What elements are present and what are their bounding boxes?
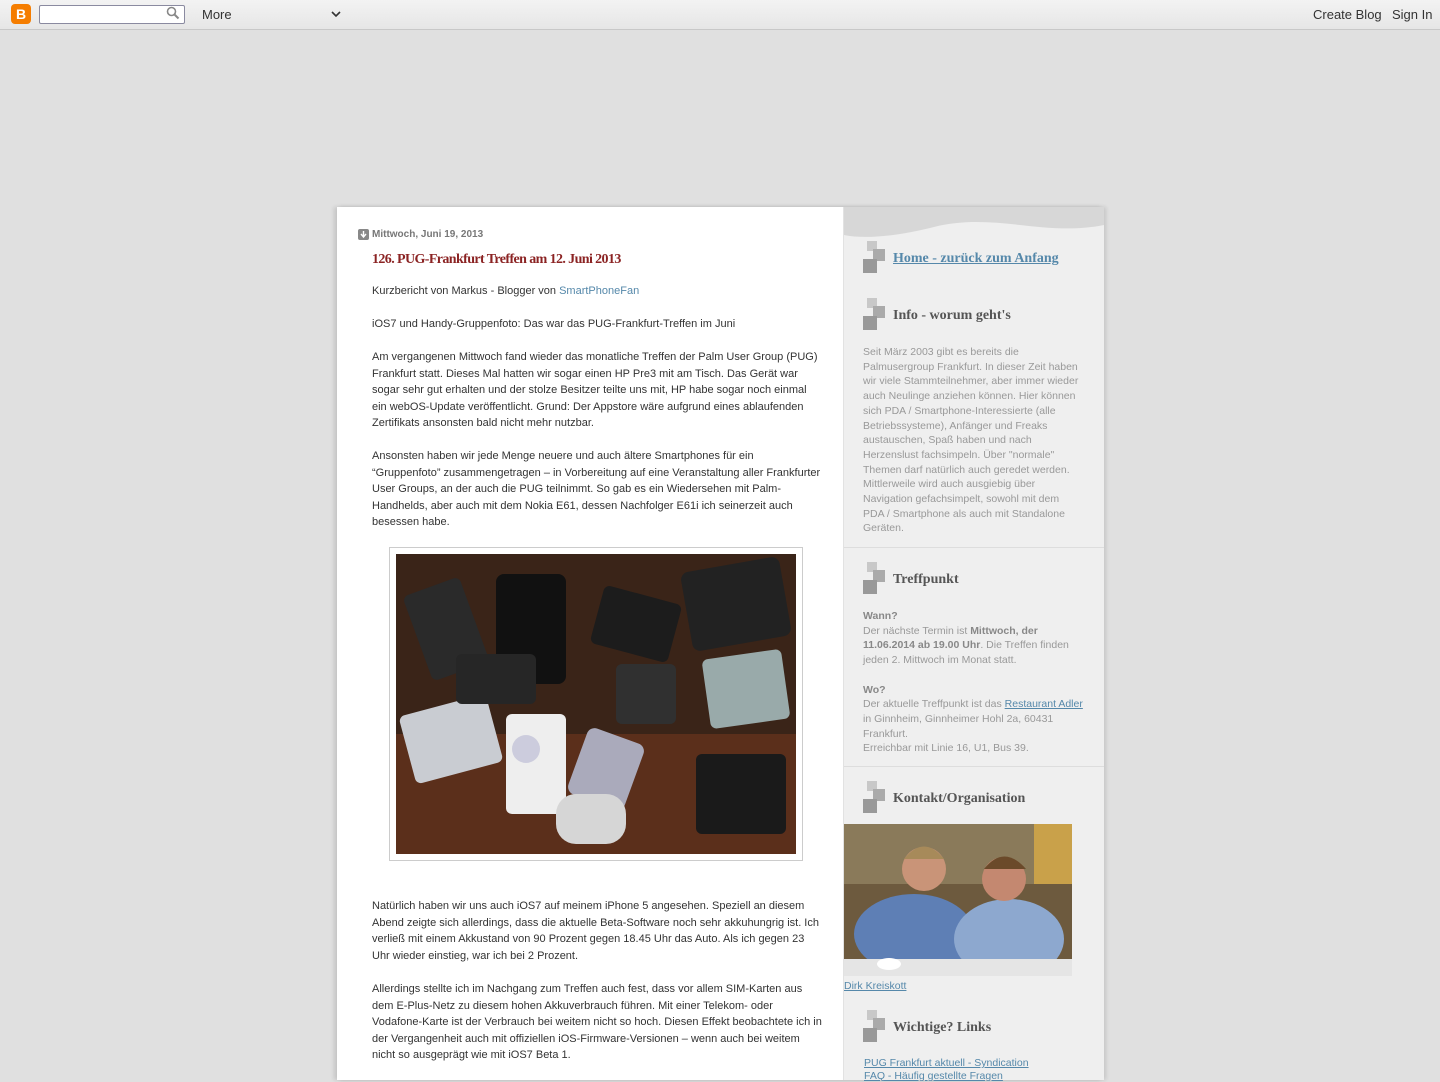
create-blog-link[interactable]: Create Blog — [1313, 7, 1382, 22]
contact-caption[interactable]: Dirk Kreiskott — [844, 980, 906, 992]
search-icon[interactable] — [166, 6, 180, 20]
download-arrow-icon[interactable] — [358, 229, 369, 240]
widget-bullet-icon — [863, 562, 887, 594]
widget-bullet-icon — [863, 781, 887, 813]
treffpunkt-title: Treffpunkt — [893, 572, 959, 588]
divider — [844, 547, 1104, 548]
post-paragraph: Allerdings stellte ich im Nachgang zum Treffen auch fest, dass vor allem SIM-Karten aus dem E-Plus-Netz zu diesem hohen Akkuverbrauch führen. Mit einer Telekom- oder Vodafone-Karte ist der Verbrauch bei weitem nicht so hoch. Diesen Effekt beobachtete ich in der Vergangenheit auch mit offiziellen iOS-Firmware-Versionen – wenn auch bei weitem nicht so ausgeprägt wie mit iOS7 Beta 1. — [372, 981, 822, 1064]
link-item[interactable]: FAQ - Häufig gestellte Fragen — [864, 1070, 1029, 1082]
post-subtitle: iOS7 und Handy-Gruppenfoto: Das war das PUG-Frankfurt-Treffen im Juni — [372, 316, 822, 333]
sidebar — [843, 207, 1104, 1080]
links-title: Wichtige? Links — [893, 1020, 991, 1036]
chevron-down-icon[interactable] — [330, 8, 342, 20]
widget-bullet-icon — [863, 1010, 887, 1042]
main-column — [337, 207, 843, 1080]
blogger-logo-icon[interactable]: B — [11, 4, 31, 24]
contact-title: Kontakt/Organisation — [893, 791, 1025, 807]
treffpunkt-text: Wann? Der nächste Termin ist Mittwoch, der 11.06.2014 ab 19.00 Uhr. Die Treffen finden jeden 2. Mittwoch im Monat statt. Wo? Der aktuelle Treffpunkt ist das Restaurant Adler in Ginnheim, Ginnheimer Hohl 2a, 60431 Frankfurt. Erreichbar mit Linie 16, U1, Bus 39. — [863, 609, 1085, 756]
post-intro: Kurzbericht von Markus - Blogger von SmartPhoneFan — [372, 283, 822, 300]
restaurant-adler-link[interactable]: Restaurant Adler — [1005, 698, 1083, 710]
widget-bullet-icon — [863, 241, 887, 273]
smartphones-group-photo[interactable] — [396, 554, 796, 854]
sign-in-link[interactable]: Sign In — [1392, 7, 1432, 22]
contact-photo[interactable] — [844, 824, 1072, 976]
links-list — [864, 1057, 1029, 1082]
post-paragraph: Ansonsten haben wir jede Menge neuere und auch ältere Smartphones für ein “Gruppenfoto” zusammengetragen – in Vorbereitung auf eine Veranstaltung aller Frankfurter User Groups, an der auch die PUG teilnimmt. So gab es ein Wiedersehen mit Palm-Handhelds, aber auch mit dem Nokia E61, dessen Nachfolger E61i ich seinerzeit auch besessen habe. — [372, 448, 822, 531]
link-item[interactable]: PUG Frankfurt aktuell - Syndication — [864, 1057, 1029, 1070]
info-title: Info - worum geht's — [893, 308, 1011, 324]
post-photo-frame[interactable] — [389, 547, 803, 861]
more-menu[interactable]: More — [202, 7, 232, 22]
post-paragraph: Natürlich haben wir uns auch iOS7 auf meinem iPhone 5 angesehen. Speziell an diesem Abend zeigte sich allerdings, dass die aktuelle Beta-Software noch sehr akkuhungrig ist. Ich verließ mit einem Akkustand von 90 Prozent gegen 18.45 Uhr das Auto. Als ich gegen 23 Uhr wieder einstieg, war ich bei 2 Prozent. — [372, 898, 822, 964]
post-date: Mittwoch, Juni 19, 2013 — [372, 229, 483, 240]
info-text: Seit März 2003 gibt es bereits die Palmusergroup Frankfurt. In dieser Zeit haben wir viele Stammteilnehmer, aber immer wieder auch Neulinge anziehen können. Hier können sich PDA / Smartphone-Interessierte (alle Betriebssysteme), Anfänger und Freaks austauschen, Spaß haben und nach Herzenslust fachsimpeln. Über "normale" Themen darf natürlich auch geredet werden. Mittlerweile wird auch ausgiebig über Navigation gefachsimpelt, sowohl mit dem PDA / Smartphone als auch mit Standalone Geräten. — [863, 345, 1081, 536]
divider — [844, 766, 1104, 767]
blogger-navbar — [0, 0, 1440, 30]
widget-bullet-icon — [863, 298, 887, 330]
blog-container — [337, 207, 1103, 1080]
search-input[interactable] — [39, 5, 185, 24]
smartphonefan-link[interactable]: SmartPhoneFan — [559, 285, 639, 297]
home-link[interactable]: Home - zurück zum Anfang — [893, 251, 1059, 267]
post-title[interactable]: 126. PUG-Frankfurt Treffen am 12. Juni 2013 — [372, 252, 621, 268]
post-paragraph: Am vergangenen Mittwoch fand wieder das monatliche Treffen der Palm User Group (PUG) Frankfurt statt. Dieses Mal hatten wir sogar einen HP Pre3 mit am Tisch. Das Gerät war sogar sehr gut erhalten und der stolze Besitzer teilte uns mit, HP habe sogar noch einmal ein webOS-Update veröffentlicht. Grund: Der Appstore wäre aufgrund eines ablaufenden Zertifikats ansonsten bald nicht mehr nutzbar. — [372, 349, 822, 432]
